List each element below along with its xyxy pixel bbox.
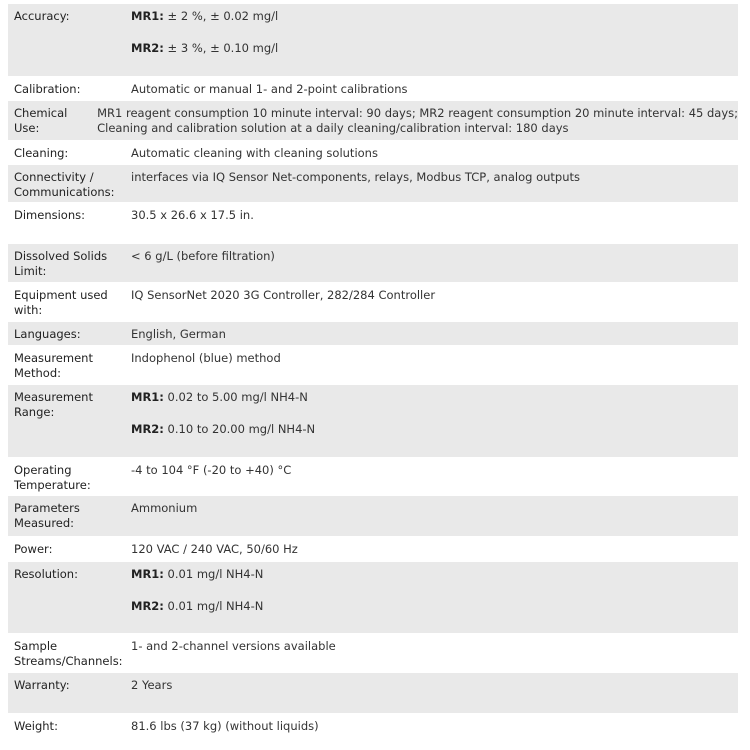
spec-value: -4 to 104 °F (-20 to +40) °C xyxy=(131,463,292,477)
spec-label: Weight: xyxy=(14,719,58,733)
spec-label: Chemical Use: xyxy=(14,106,68,135)
mr1-label: MR1: xyxy=(131,9,164,23)
spec-label: Languages: xyxy=(14,327,81,341)
spec-label-line: Equipment used xyxy=(14,288,108,302)
spec-row-cleaning xyxy=(8,141,738,165)
spec-label-line: Measured: xyxy=(14,516,75,530)
spec-label-line: Parameters xyxy=(14,501,80,515)
spec-row-power xyxy=(8,537,738,562)
spec-label: Accuracy: xyxy=(14,9,70,23)
spec-row-weight xyxy=(8,714,738,738)
spec-label xyxy=(8,346,129,385)
spec-value: interfaces via IQ Sensor Net-components, relays, Modbus TCP, analog outputs xyxy=(131,170,581,184)
spec-row-resolution xyxy=(8,562,738,634)
spec-row-sample-streams xyxy=(8,634,738,673)
spec-value-line xyxy=(131,422,738,437)
spec-value xyxy=(129,562,738,634)
spec-value xyxy=(129,4,738,77)
spec-label: Cleaning: xyxy=(14,146,69,160)
spec-value-line xyxy=(131,9,738,24)
spec-label-line: Method: xyxy=(14,366,62,380)
spec-row-equipment xyxy=(8,283,738,322)
spec-value-line: MR1 reagent consumption 10 minute interval: 90 days; MR2 reagent consumption 20 minute interval: 45 days; xyxy=(97,106,738,120)
spec-row-parameters-measured xyxy=(8,496,738,537)
spec-label-line: Sample xyxy=(14,639,58,653)
spec-row-connectivity xyxy=(8,165,738,203)
spec-label xyxy=(8,165,129,203)
spec-label: Dimensions: xyxy=(14,208,85,222)
spec-label-line: Communications: xyxy=(14,185,115,199)
spec-row-languages xyxy=(8,322,738,346)
spec-label-line: Range: xyxy=(14,405,55,419)
spec-row-measurement-method xyxy=(8,346,738,385)
spec-value: IQ SensorNet 2020 3G Controller, 282/284 Controller xyxy=(131,288,436,302)
spec-value: < 6 g/L (before filtration) xyxy=(131,249,275,263)
spec-label xyxy=(8,634,129,673)
spec-label-line: Measurement xyxy=(14,351,93,365)
spec-value-line: Cleaning and calibration solution at a daily cleaning/calibration interval: 180 days xyxy=(97,121,569,135)
spec-value: 81.6 lbs (37 kg) (without liquids) xyxy=(131,719,319,733)
spec-label-line: Limit: xyxy=(14,264,47,278)
spec-label: Warranty: xyxy=(14,678,70,692)
mr2-label: MR2: xyxy=(131,599,164,613)
spec-label: Calibration: xyxy=(14,82,81,96)
spec-label xyxy=(8,385,129,458)
mr2-value: 0.10 to 20.00 mg/l NH4-N xyxy=(163,422,316,436)
spec-label-line: Streams/Channels: xyxy=(14,654,123,668)
mr1-value: 0.01 mg/l NH4-N xyxy=(163,567,264,581)
spec-label xyxy=(8,283,129,322)
spec-value: 2 Years xyxy=(131,678,173,692)
spec-label-line: Measurement xyxy=(14,390,93,404)
spec-label-line: Dissolved Solids xyxy=(14,249,108,263)
spec-label-line: with: xyxy=(14,303,43,317)
spec-label xyxy=(8,244,129,283)
mr1-value: 0.02 to 5.00 mg/l NH4-N xyxy=(163,390,308,404)
spec-value xyxy=(95,101,738,141)
spec-row-warranty xyxy=(8,673,738,714)
spec-value: Automatic or manual 1- and 2-point calibrations xyxy=(131,82,408,96)
spec-row-measurement-range xyxy=(8,385,738,458)
mr2-value: 0.01 mg/l NH4-N xyxy=(163,599,264,613)
spec-row-calibration xyxy=(8,77,738,101)
spec-value: 1- and 2-channel versions available xyxy=(131,639,336,653)
spec-value-line xyxy=(131,567,738,582)
mr1-label: MR1: xyxy=(131,567,164,581)
spec-value: Ammonium xyxy=(131,501,198,515)
mr2-label: MR2: xyxy=(131,422,164,436)
spec-label-line: Temperature: xyxy=(14,478,91,492)
spec-row-dimensions xyxy=(8,203,738,244)
spec-value: 120 VAC / 240 VAC, 50/60 Hz xyxy=(131,542,298,556)
spec-value-line xyxy=(131,41,738,56)
spec-value: Indophenol (blue) method xyxy=(131,351,281,365)
spec-row-dissolved-solids xyxy=(8,244,738,283)
spec-table xyxy=(8,4,738,738)
spec-value: Automatic cleaning with cleaning solutions xyxy=(131,146,378,160)
spec-label-line: Operating xyxy=(14,463,72,477)
spec-row-accuracy xyxy=(8,4,738,77)
spec-label: Resolution: xyxy=(14,567,78,581)
spec-label: Power: xyxy=(14,542,53,556)
spec-value-line xyxy=(131,390,738,405)
spec-label xyxy=(8,458,129,496)
spec-value: 30.5 x 26.6 x 17.5 in. xyxy=(131,208,254,222)
spec-row-chemical-use xyxy=(8,101,738,141)
mr2-label: MR2: xyxy=(131,41,164,55)
mr2-value: ± 3 %, ± 0.10 mg/l xyxy=(163,41,279,55)
mr1-label: MR1: xyxy=(131,390,164,404)
spec-row-operating-temperature xyxy=(8,458,738,496)
spec-value-line xyxy=(131,599,738,614)
spec-label xyxy=(8,496,129,537)
mr1-value: ± 2 %, ± 0.02 mg/l xyxy=(163,9,279,23)
spec-value: English, German xyxy=(131,327,226,341)
spec-label-line: Connectivity / xyxy=(14,170,94,184)
spec-value xyxy=(129,385,738,458)
